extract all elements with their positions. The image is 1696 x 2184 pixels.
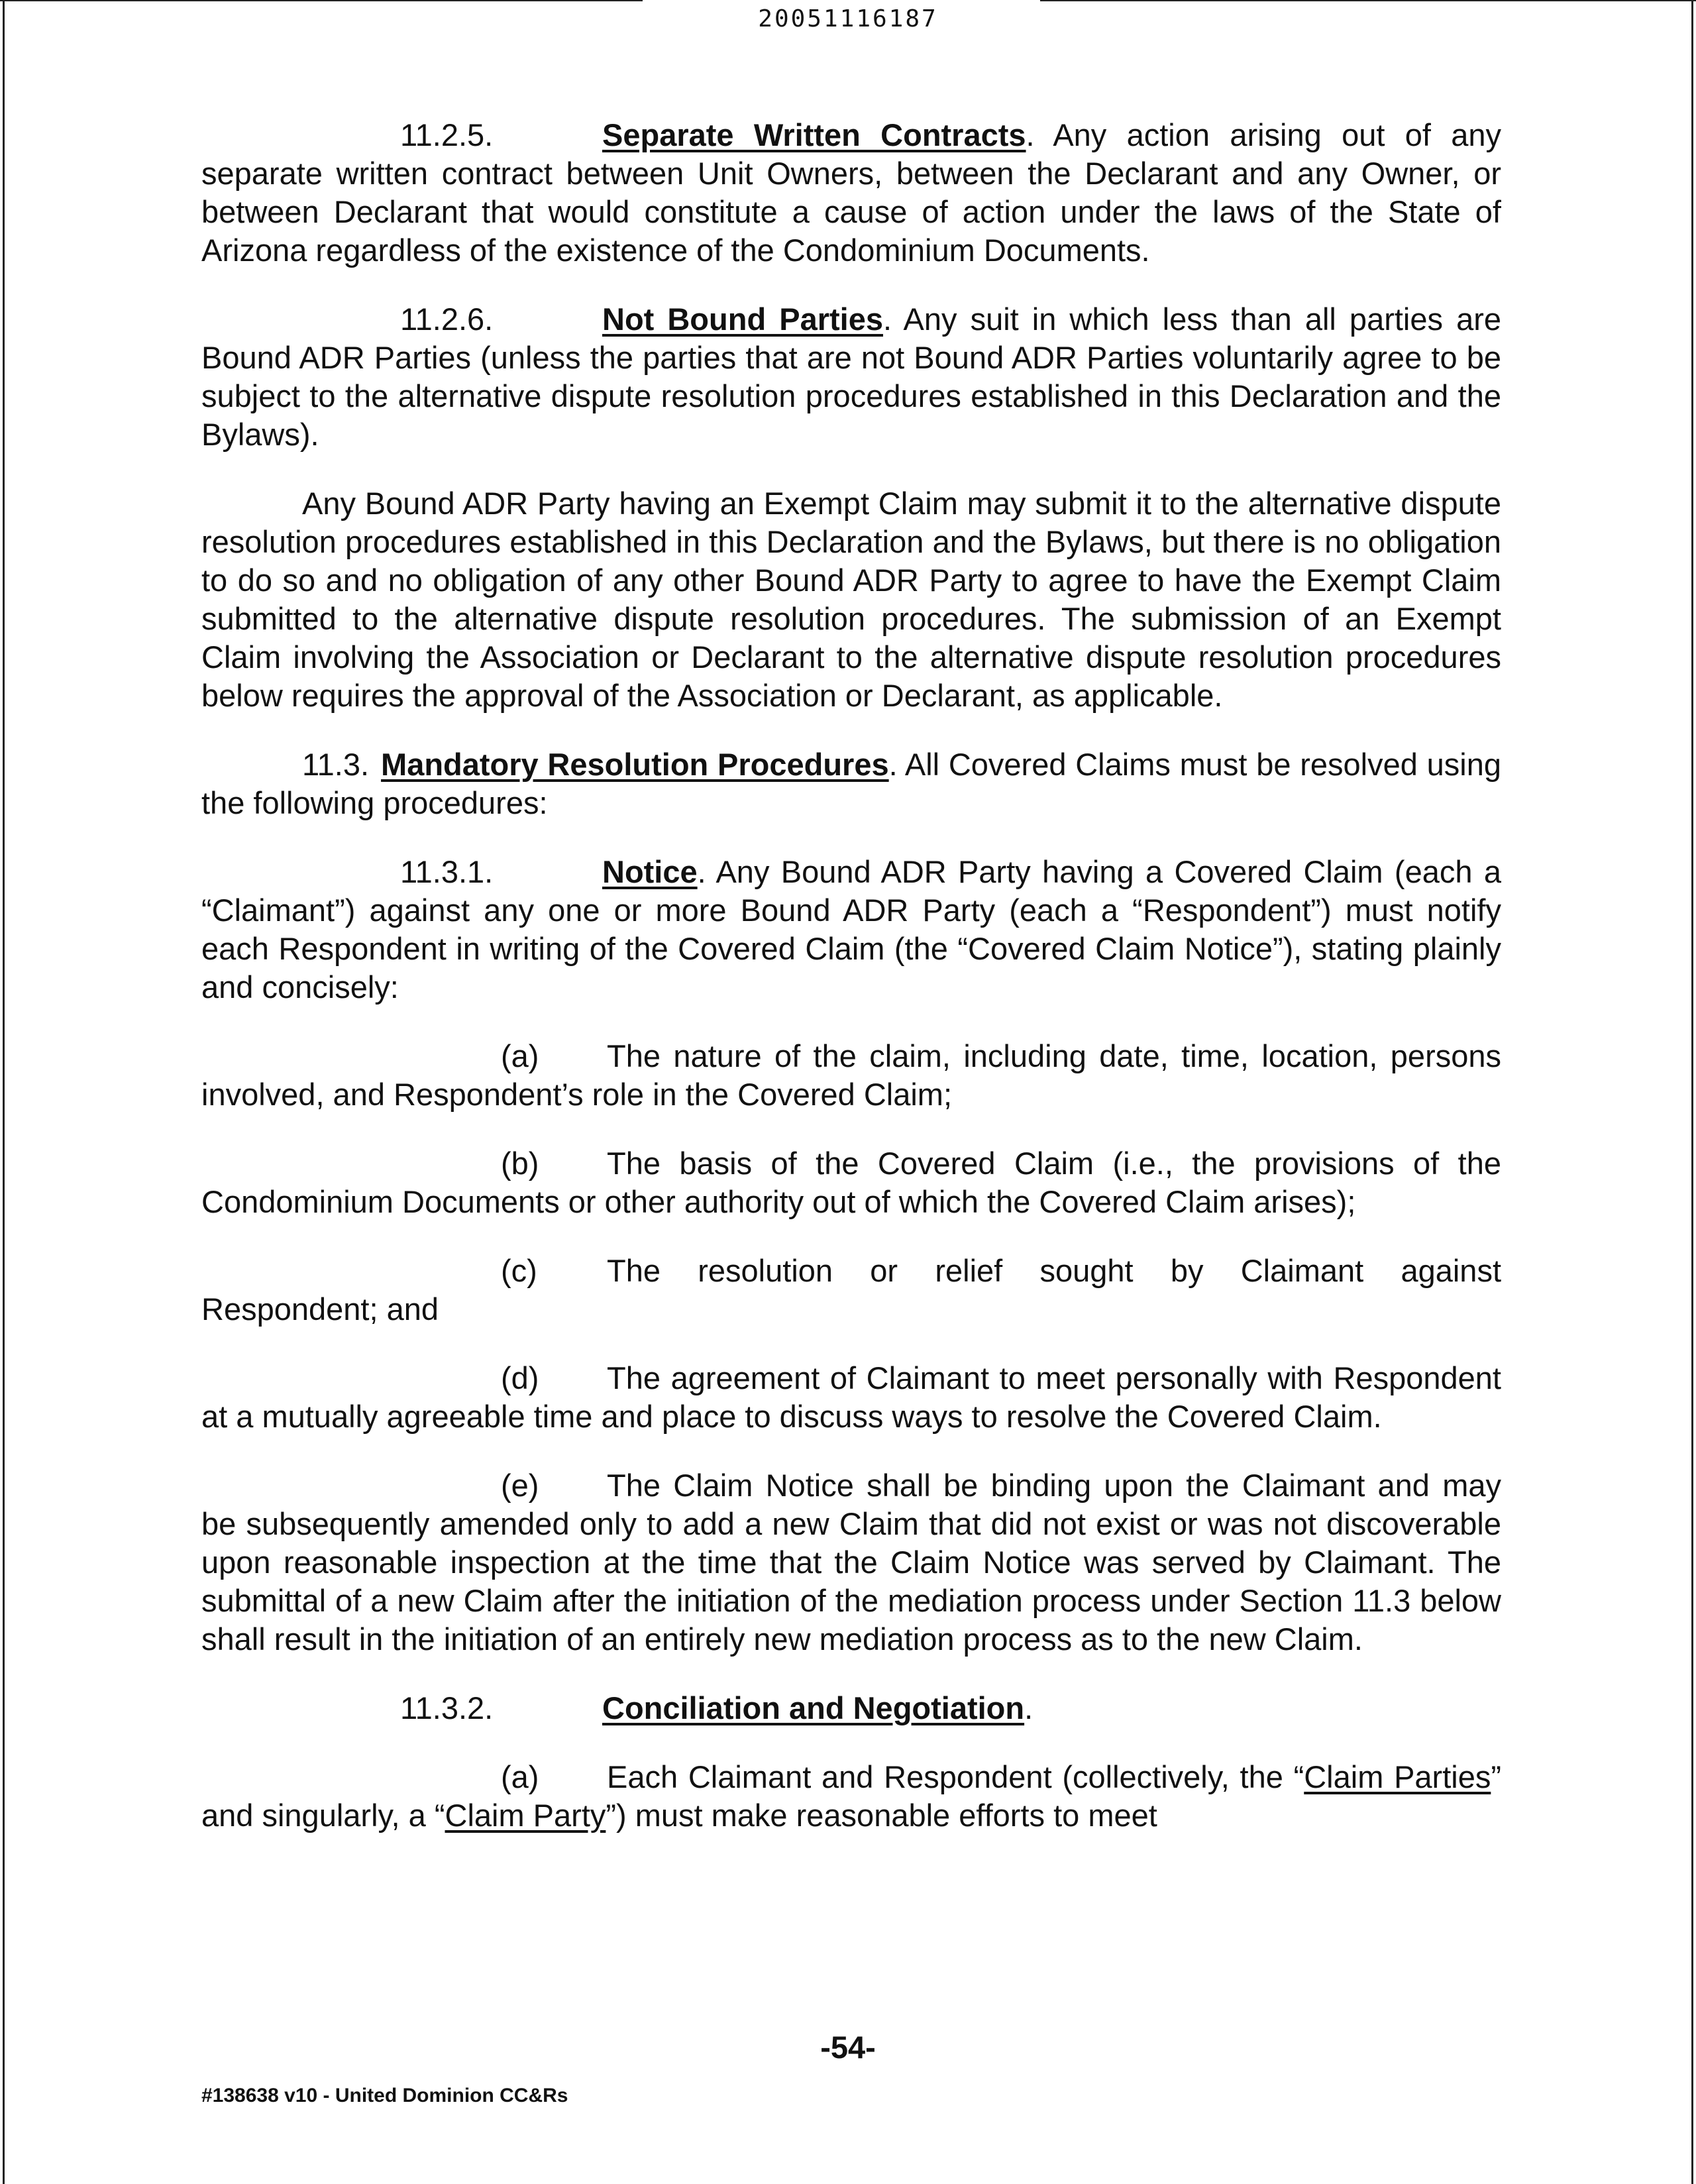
item-label: (e): [501, 1468, 539, 1503]
page-number: -54-: [820, 2030, 876, 2065]
item-text: The basis of the Covered Claim (i.e., the provisions of the Condominium Documents or other authority out of which the Covered Claim arises);: [201, 1146, 1501, 1219]
section-text: .: [1024, 1690, 1034, 1725]
section-heading: Not Bound Parties: [602, 301, 883, 337]
recording-number: 20051116187: [758, 5, 938, 32]
item-text-after: ”) must make reasonable efforts to meet: [606, 1798, 1157, 1833]
document-body: [201, 116, 1501, 1865]
item-label: (c): [501, 1253, 537, 1288]
section-heading: Separate Written Contracts: [602, 117, 1026, 152]
item-text: The agreement of Claimant to meet personally with Respondent at a mutually agreeable time and place to discuss ways to resolve the Covered Claim.: [201, 1360, 1501, 1434]
exempt-claim-paragraph: Any Bound ADR Party having an Exempt Claim may submit it to the alternative dispute resolution procedures established in this Declaration and the Bylaws, but there is no obligation to do so and no obligation of any other Bound ADR Party to agree to have the Exempt Claim submitted to the alternative dispute resolution procedures. The submission of an Exempt Claim involving the Association or Declarant to the alternative dispute resolution procedures below requires the approval of the Association or Declarant, as applicable.: [201, 486, 1501, 713]
item-label: (d): [501, 1360, 539, 1395]
section-text: . Any action arising out of any separate written contract between Unit Owners, between the Declarant and any Owner, or between Declarant that would constitute a cause of action under the laws of the State of Arizona regardless of the existence of the Condominium Documents.: [201, 117, 1501, 268]
section-text: . Any suit in which less than all parties are Bound ADR Parties (unless the parties that are not Bound ADR Parties voluntarily agree to be subject to the alternative dispute resolution procedures established in this Declaration and the Bylaws).: [201, 301, 1501, 452]
item-text-before: Each Claimant and Respondent (collectively, the “: [607, 1759, 1304, 1794]
section-heading: Mandatory Resolution Procedures: [381, 747, 889, 782]
item-a: [201, 1037, 1501, 1114]
item-c-line: [201, 1252, 1501, 1290]
item-c-continuation: Respondent; and: [201, 1291, 439, 1327]
section-11-3-2: [201, 1689, 1501, 1727]
item-e: [201, 1466, 1501, 1659]
item-d: [201, 1359, 1501, 1436]
item-label: (a): [501, 1759, 539, 1794]
item-text-middle: ” and singularly, a “: [201, 1759, 1502, 1833]
item-c: [201, 1252, 1501, 1329]
item-b: [201, 1144, 1501, 1221]
section-heading: Conciliation and Negotiation: [602, 1690, 1025, 1725]
item-label: (b): [501, 1146, 539, 1181]
section-text: . Any Bound ADR Party having a Covered Claim (each a “Claimant”) against any one or more Bound ADR Party (each a “Respondent”) must notify each Respondent in writing of the Covered Claim (the “Covered Claim Notice”), stating plainly and concisely:: [201, 854, 1501, 1005]
item-text: The resolution or relief sought by Claimant against: [607, 1253, 1501, 1288]
section-number: 11.3.2.: [400, 1690, 494, 1725]
item-text: The Claim Notice shall be binding upon the Claimant and may be subsequently amended only to add a new Claim that did not exist or was not discoverable upon reasonable inspection at the time that the Claim Notice was served by Claimant. The submittal of a new Claim after the initiation of the mediation process under Section 11.3 below shall result in the initiation of an entirely new mediation process as to the new Claim.: [201, 1468, 1501, 1657]
defined-term-claim-party: Claim Party: [445, 1798, 606, 1833]
section-11-3-2-a: [201, 1758, 1501, 1835]
section-11-3: [201, 745, 1501, 822]
left-border: [3, 0, 5, 2184]
top-border-right: [1040, 0, 1696, 1]
section-11-3-1: [201, 853, 1501, 1007]
section-heading: Notice: [602, 854, 698, 889]
section-number: 11.2.6.: [400, 301, 494, 337]
section-number: 11.2.5.: [400, 117, 494, 152]
section-number: 11.3.: [302, 747, 370, 782]
top-border-left: [0, 0, 643, 1]
item-label: (a): [501, 1038, 539, 1073]
right-border: [1691, 0, 1693, 2184]
item-text: The nature of the claim, including date, time, location, persons involved, and Respondent’s role in the Covered Claim;: [201, 1038, 1501, 1112]
defined-term-claim-parties: Claim Parties: [1304, 1759, 1491, 1794]
section-11-2-5: [201, 116, 1501, 270]
section-text: . All Covered Claims must be resolved using the following procedures:: [201, 747, 1501, 820]
section-11-2-6: [201, 300, 1501, 454]
document-reference: #138638 v10 - United Dominion CC&Rs: [201, 2085, 568, 2106]
section-number: 11.3.1.: [400, 854, 494, 889]
